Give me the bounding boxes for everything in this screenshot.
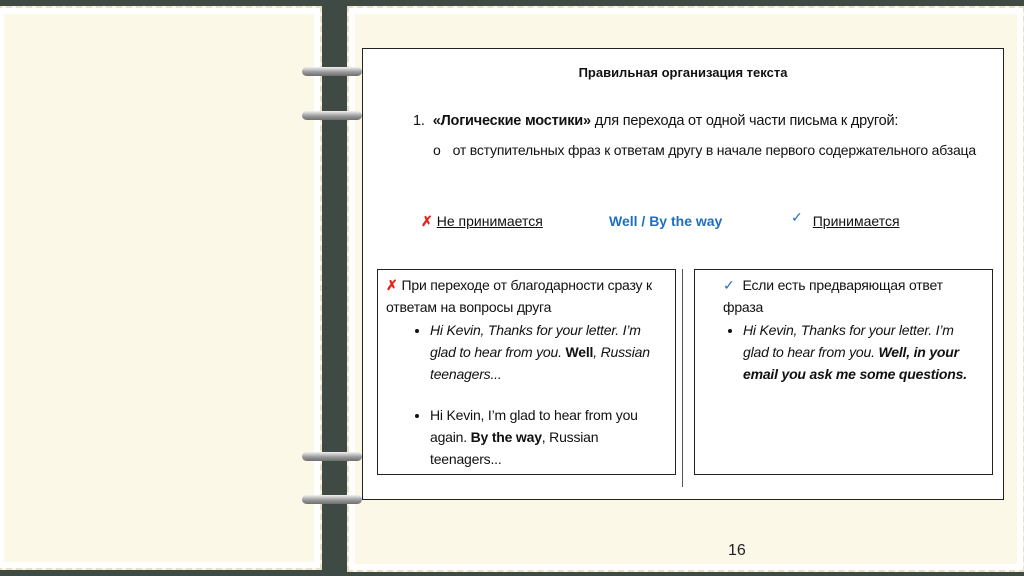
cross-icon: ✗ [421, 213, 433, 229]
binder-ring [302, 495, 362, 504]
box-lead [695, 270, 992, 318]
list-item [743, 320, 982, 385]
sub-bullet-text: от вступительных фраз к ответам другу в начале первого содержательного абзаца [452, 142, 976, 158]
accepted-label: Принимается [812, 213, 900, 229]
binder-ring [302, 67, 362, 76]
circle-bullet-icon: o [433, 142, 441, 158]
example-text: , Russian teenagers... [430, 429, 599, 467]
checkmark-icon: ✓ [791, 209, 803, 225]
example-text: Hi Kevin, Thanks for your letter. I’m glad to hear from you. [743, 322, 954, 361]
example-text: Hi Kevin, Thanks for your letter. I’m glad to hear from you. [430, 322, 641, 361]
not-accepted-example-box [377, 269, 676, 475]
item-number: 1. [413, 113, 425, 129]
accepted-header [791, 209, 900, 229]
slide-content [362, 48, 1004, 500]
example-text: , Russian teenagers... [430, 344, 650, 382]
example-list [378, 320, 675, 470]
page-number: 16 [728, 542, 746, 559]
example-bold-word: By the way [470, 429, 542, 446]
box-lead-text: При переходе от благодарности сразу к ответам на вопросы друга [386, 277, 652, 315]
numbered-item [413, 113, 898, 129]
column-divider [682, 269, 683, 487]
list-item [430, 320, 665, 385]
example-text: Hi Kevin, I’m glad to hear from you again. [430, 407, 638, 446]
accepted-example-box [694, 269, 993, 475]
box-lead-text: Если есть предваряющая ответ фраза [723, 277, 943, 315]
binder-ring [302, 111, 362, 120]
example-bold-word: Well [565, 344, 594, 361]
checkmark-icon: ✓ [723, 277, 735, 293]
sub-bullet-item [433, 142, 976, 158]
cross-icon: ✗ [386, 277, 398, 293]
example-bold-phrase: Well, in your email you ask me some questions. [743, 344, 967, 382]
item-bold-term: «Логические мостики» [432, 113, 591, 129]
middle-label: Well / By the way [609, 213, 723, 229]
list-item [430, 405, 665, 470]
slide-title: Правильная организация текста [578, 65, 788, 80]
not-accepted-header [421, 213, 543, 230]
binder-ring [302, 452, 362, 461]
example-list [695, 320, 992, 385]
box-lead [378, 270, 675, 318]
not-accepted-label: Не принимается [436, 213, 543, 229]
notebook-left-page [0, 6, 322, 570]
item-text: для перехода от одной части письма к другой: [590, 113, 899, 129]
